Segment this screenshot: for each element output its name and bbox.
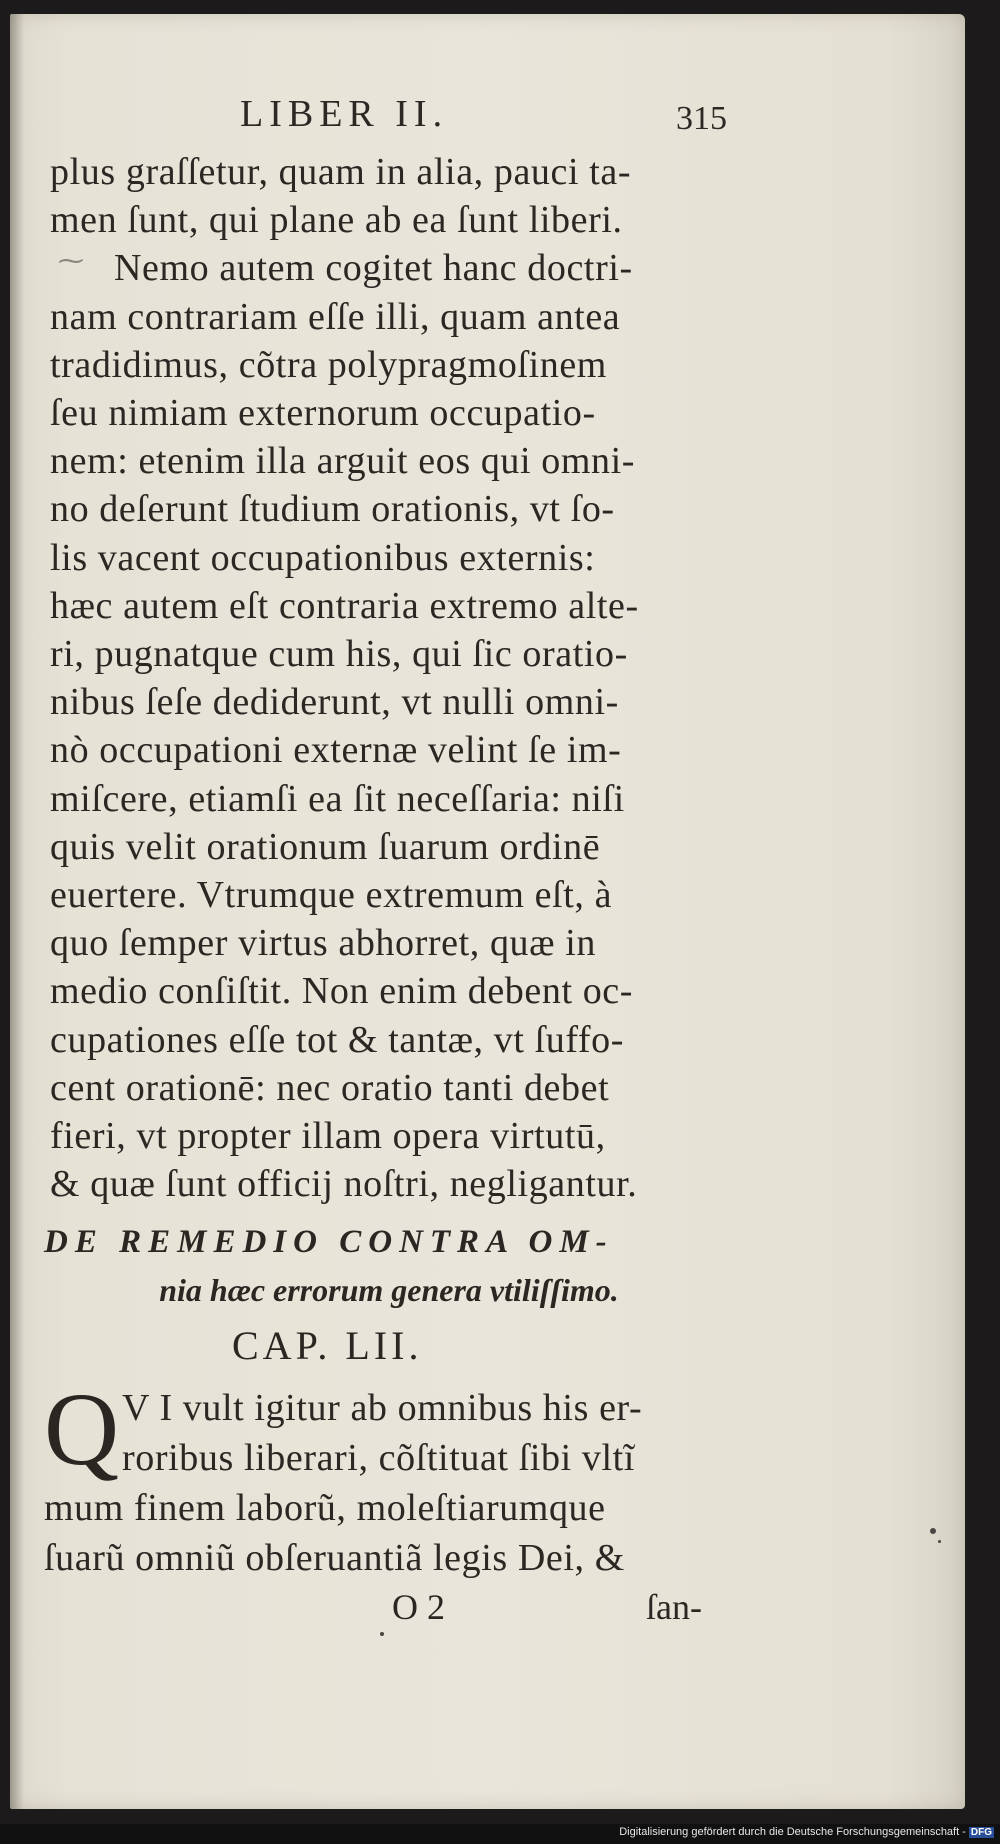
credit-text: Digitalisierung gefördert durch die Deutsche Forschungsgemeinschaft - [619, 1826, 966, 1838]
heading-line-1: DE REMEDIO CONTRA OM- [44, 1224, 614, 1260]
text-line: quo ſemper virtus abhorret, quæ in [50, 922, 596, 965]
heading-line-2: nia hæc errorum genera vtiliſſimo. [159, 1272, 619, 1308]
text-line: quis velit orationum ſuarum ordinē [50, 825, 601, 868]
text-line: hæc autem eſt contraria extremo alte- [50, 584, 639, 627]
catchword: ſan- [646, 1587, 702, 1627]
text-line: fieri, vt propter illam opera virtutū, [50, 1115, 606, 1158]
gutter-shadow [10, 14, 24, 1809]
text-line: men ſunt, qui plane ab ea ſunt liberi. [50, 199, 623, 242]
text-line: cupationes eſſe tot & tantæ, vt ſuffo- [50, 1018, 625, 1061]
paragraph-mark: ⁓ [58, 246, 84, 275]
text-line: nibus ſeſe dediderunt, vt nulli omni- [50, 681, 619, 724]
text-line: mum finem laborũ, moleſtiarumque [44, 1487, 606, 1529]
text-line: ſuarũ omniũ obſeruantiã legis Dei, & [44, 1537, 625, 1579]
ink-speck [938, 1540, 941, 1543]
running-head: LIBER II. [240, 93, 449, 135]
text-line: tradidimus, cõtra polypragmoſinem [50, 343, 607, 386]
text-line: euertere. Vtrumque extremum eſt, à [50, 874, 613, 917]
ink-speck [930, 1528, 936, 1534]
text-line: ri, pugnatque cum his, qui ſic oratio- [50, 633, 628, 676]
ink-speck [380, 1632, 384, 1636]
text-line: roribus liberari, cõſtituat ſibi vltĩ [122, 1437, 635, 1479]
drop-initial: Q [44, 1372, 120, 1487]
section-heading [44, 1218, 734, 1314]
text-line: & quæ ſunt officij noſtri, negligantur. [50, 1163, 638, 1206]
text-line: medio conſiſtit. Non enim debent oc- [50, 970, 634, 1013]
chapter-label: CAP. LII. [232, 1323, 423, 1368]
text-line: V I vult igitur ab omnibus his er- [122, 1387, 643, 1429]
body-text [50, 148, 730, 1208]
text-line: nem: etenim illa arguit eos qui omni- [50, 440, 636, 483]
text-line: plus graſſetur, quam in alia, pauci ta- [50, 151, 632, 193]
text-line: nam contrariam eſſe illi, quam antea [50, 295, 621, 338]
text-line: cent orationē: nec oratio tanti debet [50, 1066, 610, 1109]
text-line: nò occupationi externæ velint ſe im- [50, 729, 622, 772]
chapter-text [44, 1383, 734, 1583]
signature-mark: O 2 [392, 1587, 445, 1627]
funding-credit [619, 1826, 994, 1838]
text-line: miſcere, etiamſi ea ſit neceſſaria: niſi [50, 777, 625, 820]
dfg-logo: DFG [970, 1827, 992, 1838]
text-line: lis vacent occupationibus externis: [50, 536, 596, 579]
text-line: no deſerunt ſtudium orationis, vt ſo- [50, 488, 615, 531]
text-line: ſeu nimiam externorum occupatio- [50, 392, 596, 435]
page-number: 315 [676, 100, 727, 137]
text-line: Nemo autem cogitet hanc doctri- [114, 247, 633, 290]
